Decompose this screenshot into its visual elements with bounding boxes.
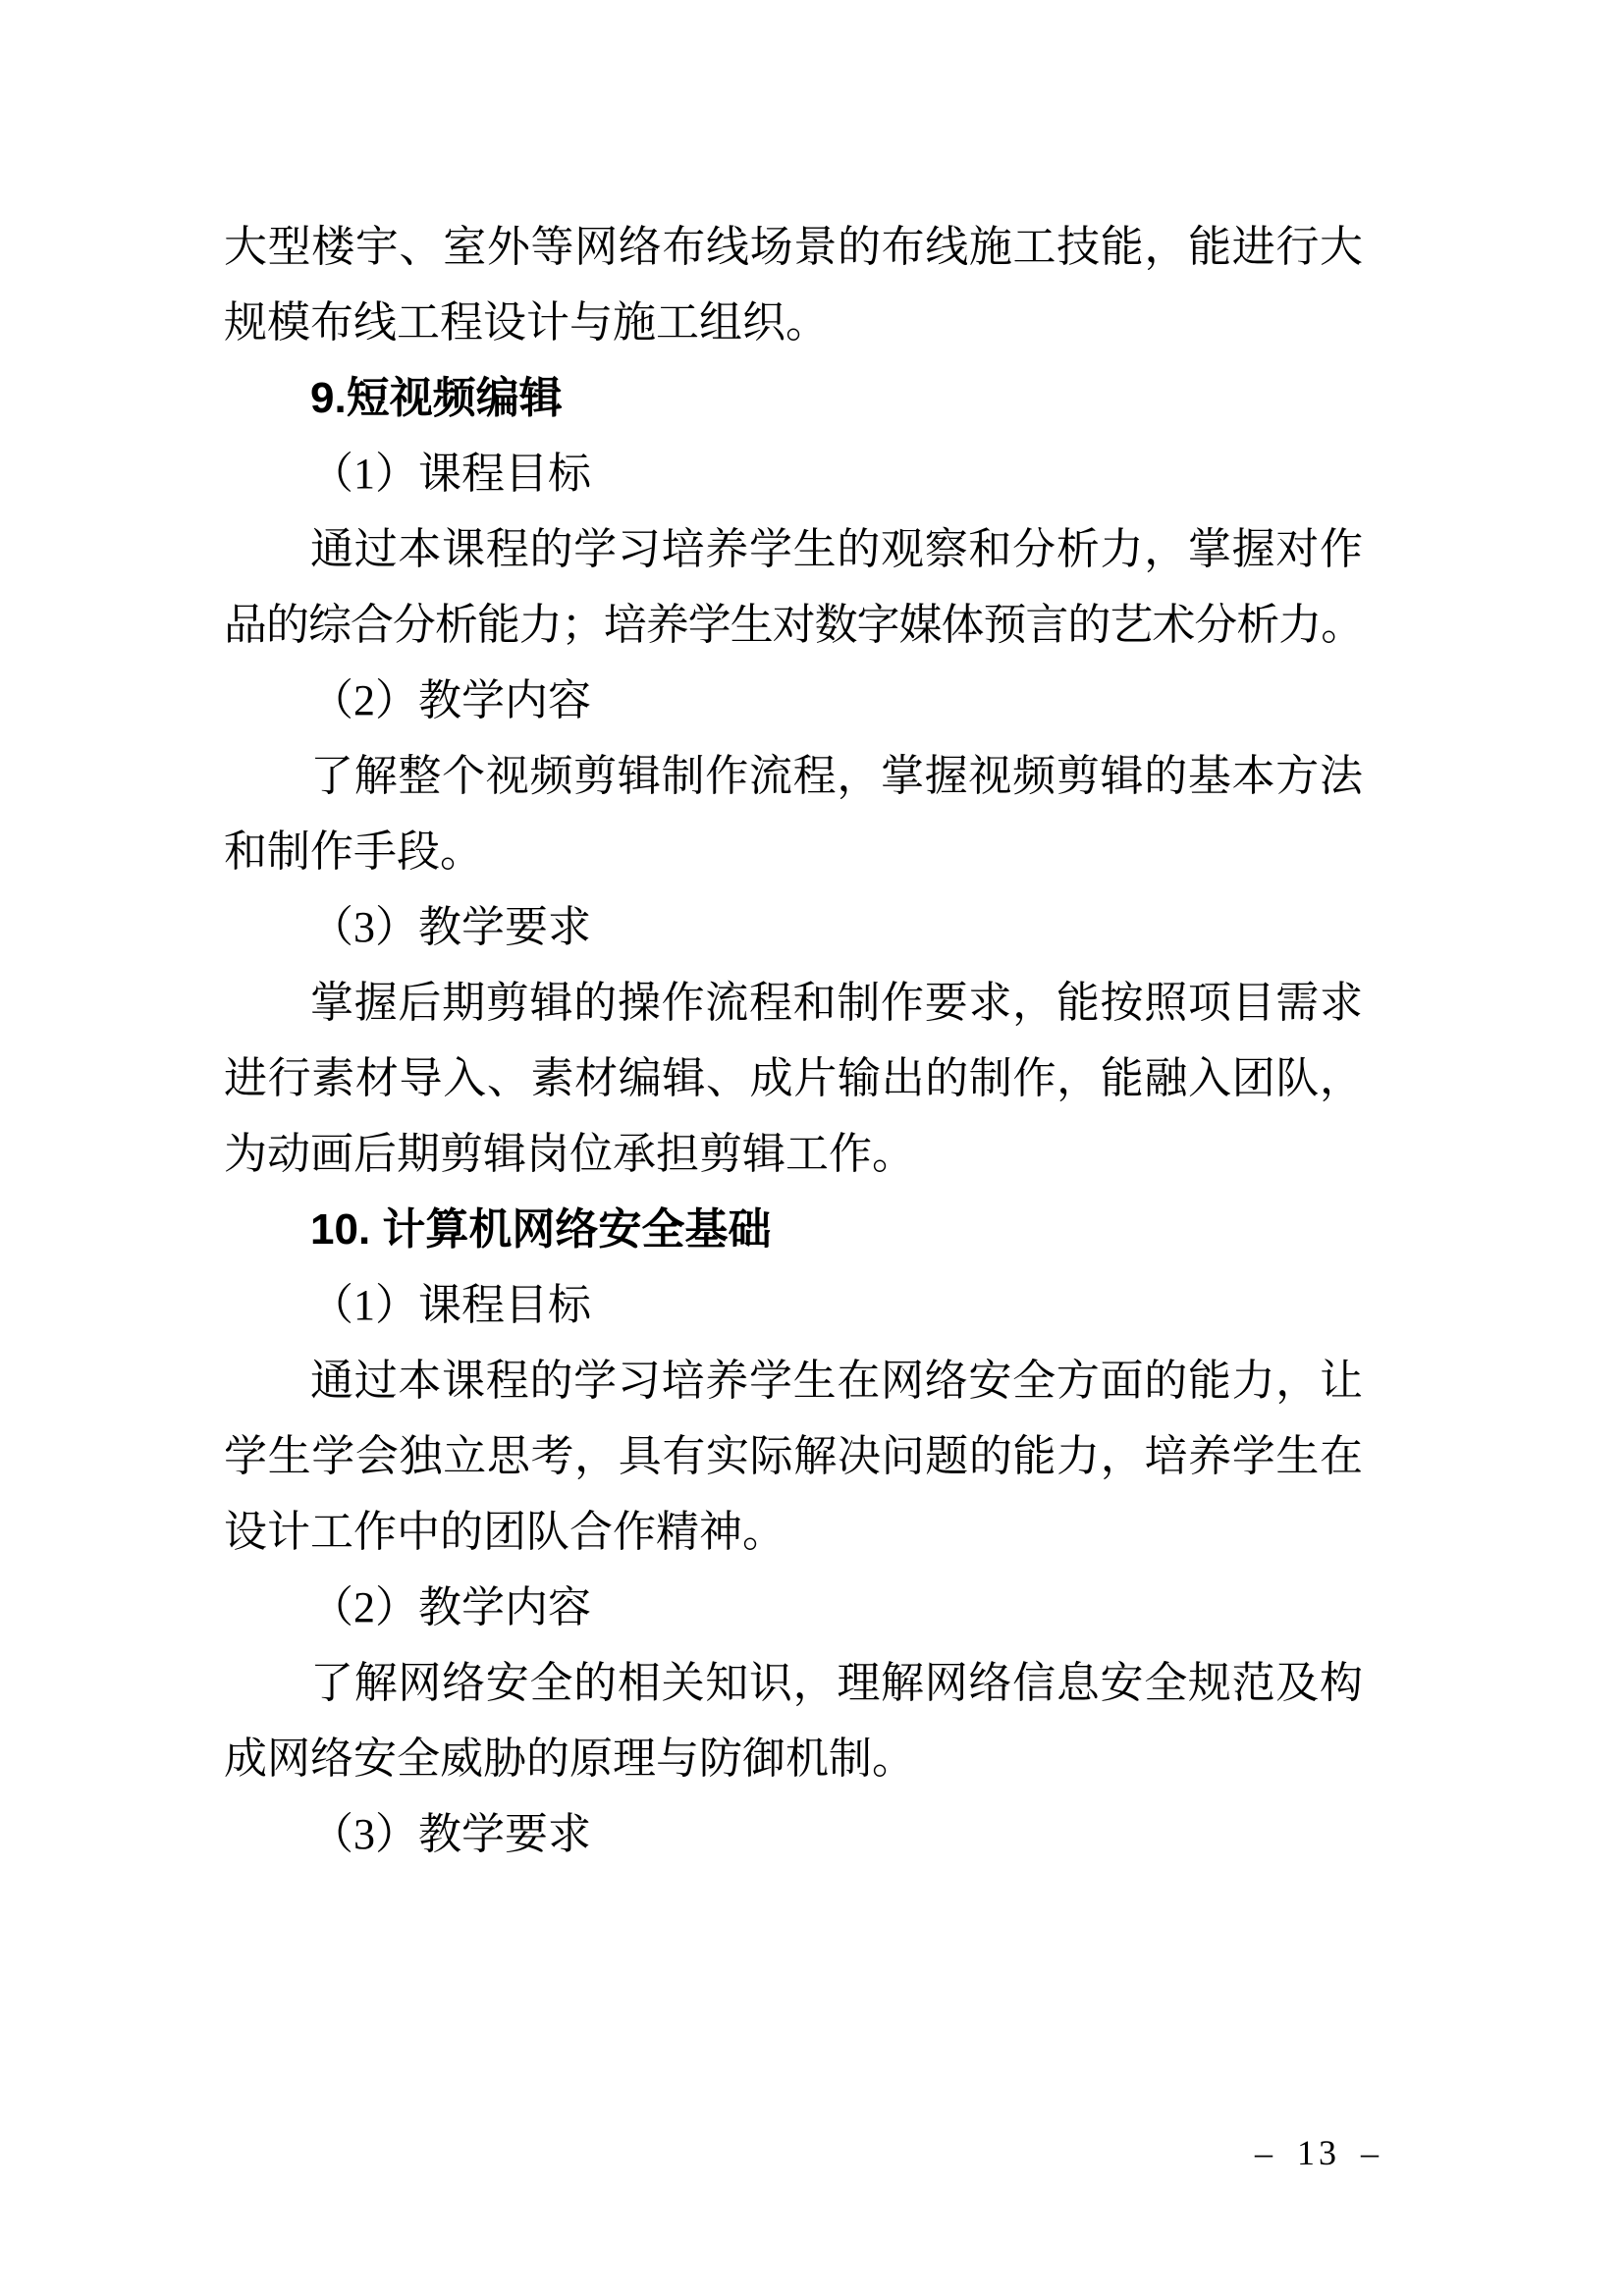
paragraph-line: 大型楼宇、室外等网络布线场景的布线施工技能，能进行大 [224,223,1363,271]
paragraph-line: 通过本课程的学习培养学生的观察和分析力，掌握对作 [310,525,1363,573]
paragraph-line: 进行素材导入、素材编辑、成片输出的制作，能融入团队， [224,1054,1363,1102]
page-number: – 13 – [1255,2133,1382,2172]
section-heading-10: 10. 计算机网络安全基础 [310,1205,772,1254]
subsection-label: （1）课程目标 [310,450,591,498]
paragraph-line: 掌握后期剪辑的操作流程和制作要求，能按照项目需求 [310,979,1363,1027]
paragraph-line: 成网络安全威胁的原理与防御机制。 [224,1735,915,1783]
text-block [224,209,1363,1872]
paragraph-line: 学生学会独立思考，具有实际解决问题的能力，培养学生在 [224,1432,1363,1480]
paragraph-line: 品的综合分析能力；培养学生对数字媒体预言的艺术分析力。 [224,601,1363,649]
subsection-label: （1）课程目标 [310,1281,591,1329]
paragraph-line: 了解网络安全的相关知识，理解网络信息安全规范及构 [310,1659,1363,1707]
subsection-label: （3）教学要求 [310,1810,591,1858]
paragraph-line: 规模布线工程设计与施工组织。 [224,298,829,347]
paragraph-line: 和制作手段。 [224,828,483,876]
section-heading-9: 9.短视频编辑 [310,374,563,422]
paragraph-line: 为动画后期剪辑岗位承担剪辑工作。 [224,1130,915,1178]
paragraph-line: 了解整个视频剪辑制作流程，掌握视频剪辑的基本方法 [310,752,1363,800]
subsection-label: （2）教学内容 [310,1583,591,1631]
paragraph-line: 设计工作中的团队合作精神。 [224,1508,785,1556]
paragraph-line: 通过本课程的学习培养学生在网络安全方面的能力，让 [310,1357,1363,1405]
subsection-label: （3）教学要求 [310,903,591,951]
subsection-label: （2）教学内容 [310,676,591,724]
